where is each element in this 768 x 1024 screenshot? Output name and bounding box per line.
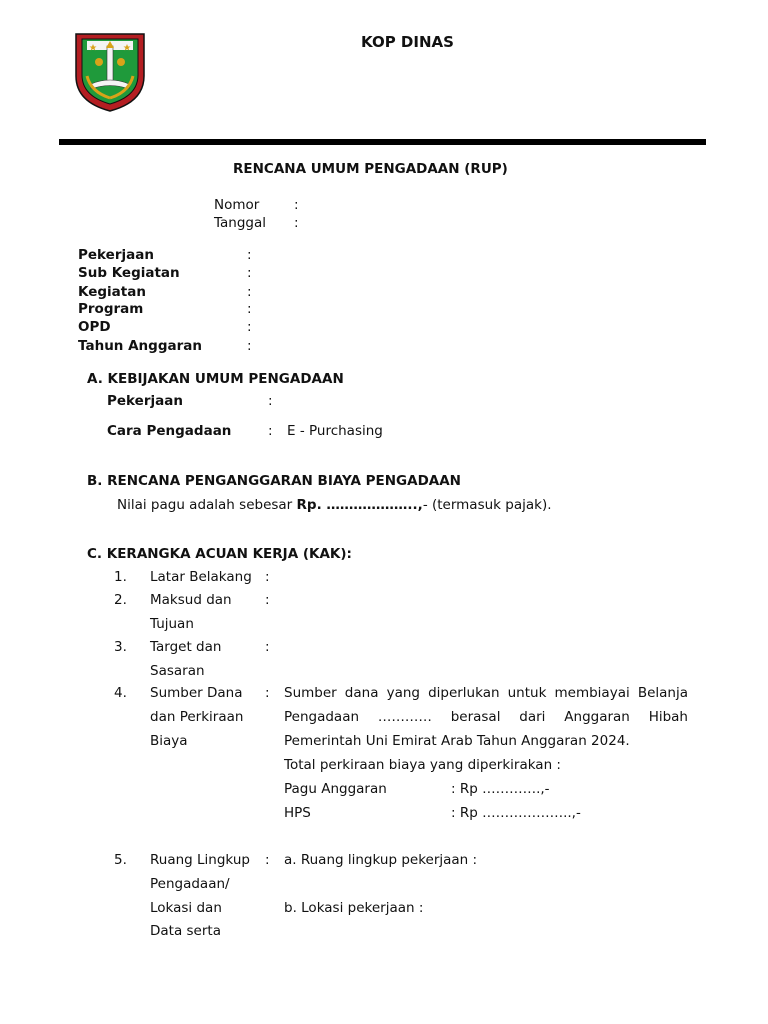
kak-item-label: Tujuan bbox=[150, 616, 194, 632]
info-label-pekerjaan: Pekerjaan bbox=[78, 247, 154, 263]
section-b-heading: B. RENCANA PENGANGGARAN BIAYA PENGADAAN bbox=[87, 473, 461, 489]
scope-item-b: b. Lokasi pekerjaan : bbox=[284, 900, 424, 916]
section-a-heading: A. KEBIJAKAN UMUM PENGADAAN bbox=[87, 371, 344, 387]
document-title: RENCANA UMUM PENGADAAN (RUP) bbox=[233, 161, 508, 177]
info-label-kegiatan: Kegiatan bbox=[78, 284, 146, 300]
kak-item-label: Sasaran bbox=[150, 663, 205, 679]
funding-paragraph-line-3: Pemerintah Uni Emirat Arab Tahun Anggaran 2024. bbox=[284, 733, 630, 749]
kak-item-label: Sumber Dana bbox=[150, 685, 243, 701]
info-colon: : bbox=[247, 265, 252, 281]
kak-item-colon: : bbox=[265, 685, 270, 701]
section-b-amount: Rp. ……………….., bbox=[296, 497, 423, 513]
info-label-program: Program bbox=[78, 301, 144, 317]
kak-item-label: Lokasi dan bbox=[150, 900, 222, 916]
scope-item-a: a. Ruang lingkup pekerjaan : bbox=[284, 852, 478, 868]
kak-item-label: Maksud dan bbox=[150, 592, 232, 608]
info-colon: : bbox=[247, 319, 252, 335]
kak-item-colon: : bbox=[265, 852, 270, 868]
letterhead-title: KOP DINAS bbox=[361, 33, 454, 51]
hps-label: HPS bbox=[284, 805, 311, 821]
kak-item-label: Latar Belakang bbox=[150, 569, 252, 585]
pagu-anggaran-value: : Rp ………….,- bbox=[451, 781, 550, 797]
nomor-label: Nomor bbox=[214, 197, 260, 213]
pagu-anggaran-label: Pagu Anggaran bbox=[284, 781, 387, 797]
kak-item-colon: : bbox=[265, 639, 270, 655]
info-label-sub-kegiatan: Sub Kegiatan bbox=[78, 265, 180, 281]
kak-item-label: Data serta bbox=[150, 923, 221, 939]
info-colon: : bbox=[247, 247, 252, 263]
section-a-pekerjaan-label: Pekerjaan bbox=[107, 393, 183, 409]
section-a-cara-label: Cara Pengadaan bbox=[107, 423, 232, 439]
tanggal-label: Tanggal bbox=[214, 215, 267, 231]
section-a-cara-value: E - Purchasing bbox=[287, 423, 383, 439]
section-a-cara-colon: : bbox=[268, 423, 273, 439]
info-colon: : bbox=[247, 284, 252, 300]
info-label-tahun-anggaran: Tahun Anggaran bbox=[78, 338, 202, 354]
total-estimate-line: Total perkiraan biaya yang diperkirakan : bbox=[284, 757, 561, 773]
nomor-colon: : bbox=[294, 197, 299, 213]
section-b-text-prefix: Nilai pagu adalah sebesar bbox=[117, 497, 297, 513]
kak-item-label: Biaya bbox=[150, 733, 188, 749]
info-colon: : bbox=[247, 301, 252, 317]
regional-emblem-logo bbox=[73, 32, 147, 112]
kak-item-number: 5. bbox=[114, 852, 127, 868]
kak-item-label: dan Perkiraan bbox=[150, 709, 244, 725]
kak-item-number: 4. bbox=[114, 685, 127, 701]
kak-item-colon: : bbox=[265, 592, 270, 608]
section-c-heading: C. KERANGKA ACUAN KERJA (KAK): bbox=[87, 546, 352, 562]
info-label-opd: OPD bbox=[78, 319, 111, 335]
kak-item-label: Pengadaan/ bbox=[150, 876, 230, 892]
section-b-text-suffix: - (termasuk pajak). bbox=[422, 497, 552, 513]
kak-item-label: Ruang Lingkup bbox=[150, 852, 250, 868]
hps-value: : Rp ………………..,- bbox=[451, 805, 581, 821]
kak-item-number: 2. bbox=[114, 592, 127, 608]
letterhead-divider bbox=[59, 139, 706, 145]
kak-item-number: 3. bbox=[114, 639, 127, 655]
kak-item-label: Target dan bbox=[150, 639, 222, 655]
info-colon: : bbox=[247, 338, 252, 354]
section-a-pekerjaan-colon: : bbox=[268, 393, 273, 409]
funding-paragraph-line-2: Pengadaan ………… berasal dari Anggaran Hibah bbox=[284, 709, 688, 725]
section-b-text bbox=[117, 497, 552, 513]
kak-item-colon: : bbox=[265, 569, 270, 585]
kak-item-number: 1. bbox=[114, 569, 127, 585]
funding-paragraph-line-1: Sumber dana yang diperlukan untuk membiayai Belanja bbox=[284, 685, 688, 701]
tanggal-colon: : bbox=[294, 215, 299, 231]
